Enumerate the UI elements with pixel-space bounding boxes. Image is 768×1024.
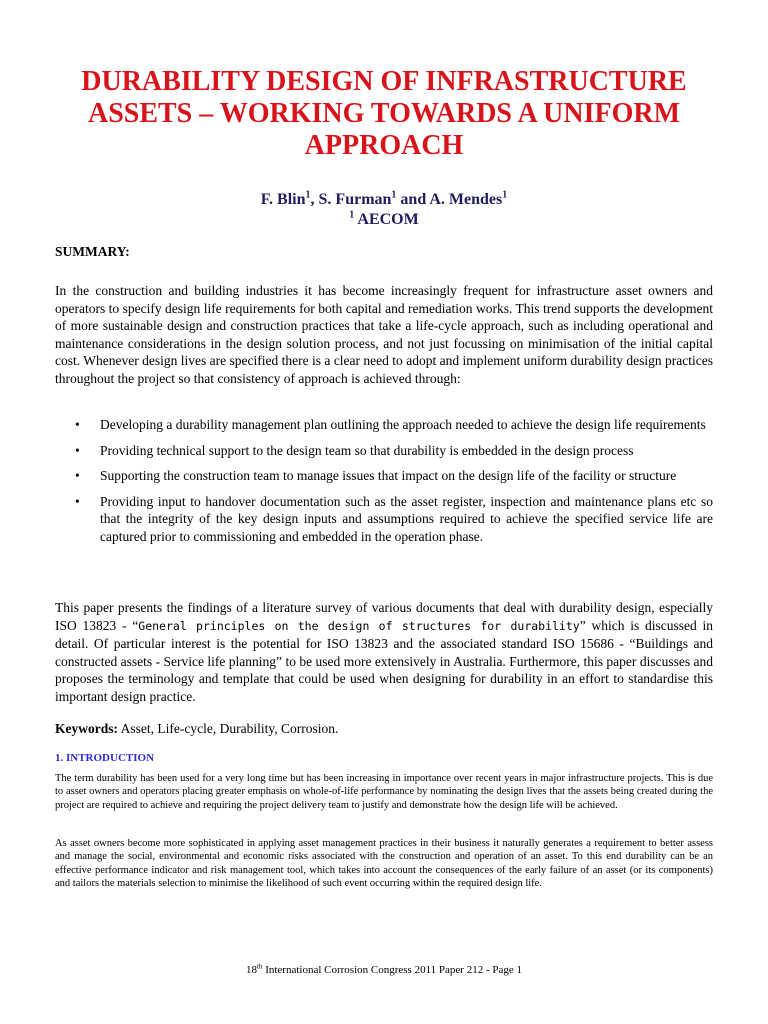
author-mendes: A. Mendes: [429, 191, 503, 208]
introduction-paragraph-1: The term durability has been used for a very long time but has been increasing in importance over recent years in major infrastructure projects. This is due to asset owners and operators placing greater emphasis on whole-of-life performance by nominating the design lives that the assets being created during the project are required to achieve and requiring the project delivery team to justify and demonstrate how the design life will be achieved.: [55, 773, 713, 811]
list-item: [55, 416, 713, 434]
keywords-label: Keywords:: [55, 721, 118, 736]
keywords-text: Asset, Life-cycle, Durability, Corrosion.: [118, 721, 339, 736]
bullet-text: Providing input to handover documentation such as the asset register, inspection and maintenance plans etc so that the integrity of the key design inputs and assumptions required to achieve the specified service life are captured prior to commissioning and embedded in the operation phase.: [100, 493, 713, 544]
affiliation: [55, 210, 713, 230]
author-mendes-affil: 1: [502, 189, 508, 201]
author-furman-affil: 1: [391, 189, 397, 201]
author-blin: F. Blin: [260, 191, 306, 208]
affiliation-number: 1: [349, 209, 355, 221]
bullet-icon: •: [75, 493, 80, 509]
paper-page: [55, 0, 713, 1024]
bullet-text: Supporting the construction team to manage issues that impact on the design life of the facility or structure: [100, 468, 677, 484]
footer-ordinal: th: [256, 962, 263, 971]
page-footer: [55, 963, 713, 977]
author-separator: ,: [310, 191, 319, 208]
bullet-text: Providing technical support to the design team so that durability is embedded in the design process: [100, 442, 634, 458]
author-separator: and: [396, 191, 430, 208]
summary-heading: SUMMARY:: [55, 244, 130, 259]
introduction-paragraph-2: As asset owners become more sophisticated in applying asset management practices in their business it naturally generates a requirement to better assess and manage the social, environmental and economic risks associated with the construction and operation of an asset. To this end durability can be an effective performance indicator and risk management tool, which takes into account the consequences of the early failure of an asset (or its components) and tailors the materials selection to minimise the likelihood of such event occurring within the required design life.: [55, 838, 713, 889]
author-furman: S. Furman: [318, 191, 392, 208]
affiliation-name: AECOM: [354, 211, 419, 228]
footer-text: International Corrosion Congress 2011 Paper 212 - Page 1: [262, 964, 523, 976]
list-item: [55, 493, 713, 546]
author-line: [55, 190, 713, 210]
summary-bullet-list: [55, 416, 713, 554]
summary-paragraph-2: [55, 599, 713, 706]
bullet-text: Developing a durability management plan outlining the approach needed to achieve the design life requirements: [100, 417, 706, 432]
iso-13823-title: General principles on the design of structures for durability: [138, 618, 580, 633]
author-blin-affil: 1: [305, 189, 311, 201]
paper-title: DURABILITY DESIGN OF INFRASTRUCTURE ASSETS – WORKING TOWARDS A UNIFORM APPROACH: [81, 66, 687, 161]
keywords-line: [55, 720, 713, 738]
footer-number: 18: [245, 964, 257, 976]
summary-paragraph: In the construction and building industries it has become increasingly frequent for infrastructure asset owners and operators to specify design life requirements for both capital and remediation works. This trend supports the development of more sustainable design and construction practices that take a life-cycle approach, such as including operational and maintenance considerations in the design solution process, and not just focussing on minimisation of the initial capital cost. Whenever design lives are specified there is a clear need to adopt and implement uniform durability design practices throughout the project so that consistency of approach is achieved through:: [55, 283, 713, 386]
list-item: [55, 442, 713, 460]
list-item: [55, 467, 713, 485]
para2-end: ” which is discussed in detail. Of particular interest is the potential for ISO 13823 and the associated standard ISO 15686 - “Buildings and constructed assets - Service life planning” to be used more extensively in Australia. Furthermore, this paper discusses and proposes the terminology and template that could be used when designing for durability in an effort to standardise this important design practice.: [55, 617, 713, 704]
para2-start: This paper presents the findings of a literature survey of various documents that deal with durability design, especially ISO 13823 - “: [55, 600, 713, 633]
bullet-icon: •: [75, 417, 80, 432]
bullet-icon: •: [75, 468, 80, 484]
bullet-icon: •: [75, 442, 80, 458]
introduction-heading: 1. INTRODUCTION: [55, 752, 155, 764]
